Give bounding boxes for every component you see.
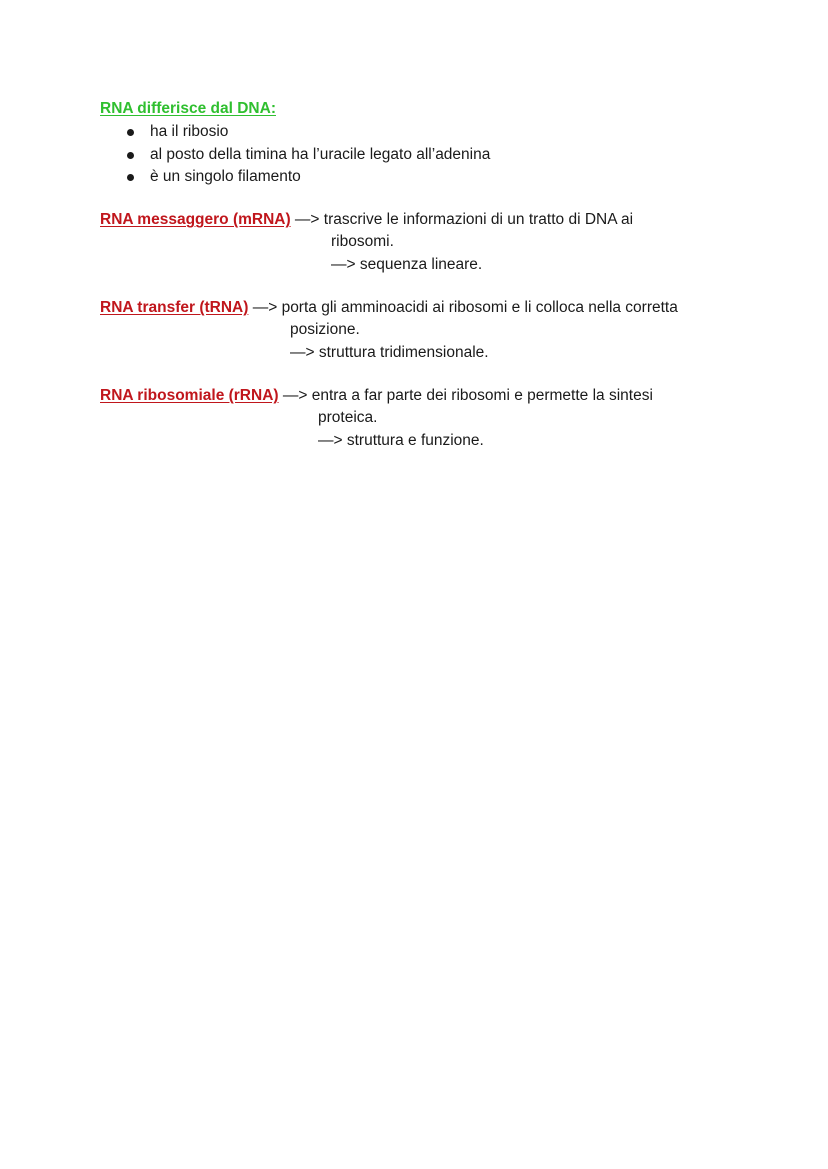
- rrna-block: [100, 385, 653, 449]
- list-item-text: è un singolo filamento: [150, 168, 301, 185]
- mrna-term: RNA messaggero (mRNA): [100, 211, 291, 228]
- rrna-first-line: [100, 385, 653, 408]
- trna-first-line: [100, 297, 678, 320]
- rrna-structure: —> struttura e funzione.: [318, 432, 484, 449]
- trna-description: —> porta gli amminoacidi ai ribosomi e li colloca nella corretta: [248, 299, 678, 316]
- bullet-icon: [127, 129, 134, 136]
- list-item: [100, 166, 490, 189]
- list-item-text: al posto della timina ha l’uracile legato all’adenina: [150, 145, 491, 163]
- differences-heading: RNA differisce dal DNA:: [100, 100, 276, 117]
- rrna-continuation: proteica.: [318, 409, 378, 426]
- trna-block: [100, 297, 678, 361]
- mrna-block: [100, 209, 634, 273]
- mrna-continuation: ribosomi.: [331, 233, 394, 250]
- list-item: [100, 121, 490, 144]
- list-item-text: ha il ribosio: [150, 123, 229, 140]
- rrna-term: RNA ribosomiale (rRNA): [100, 387, 279, 404]
- mrna-structure: —> sequenza lineare.: [331, 256, 483, 273]
- bullet-icon: [127, 174, 134, 181]
- trna-structure: —> struttura tridimensionale.: [290, 344, 489, 361]
- bullet-icon: [127, 152, 134, 159]
- mrna-first-line: [100, 209, 633, 232]
- trna-continuation: posizione.: [290, 321, 360, 338]
- list-item: [100, 144, 490, 167]
- differences-list: [100, 121, 490, 189]
- trna-term: RNA transfer (tRNA): [100, 299, 249, 316]
- mrna-description: —> trascrive le informazioni di un tratto di DNA ai: [290, 211, 634, 228]
- rrna-description: —> entra a far parte dei ribosomi e permette la sintesi: [278, 387, 653, 404]
